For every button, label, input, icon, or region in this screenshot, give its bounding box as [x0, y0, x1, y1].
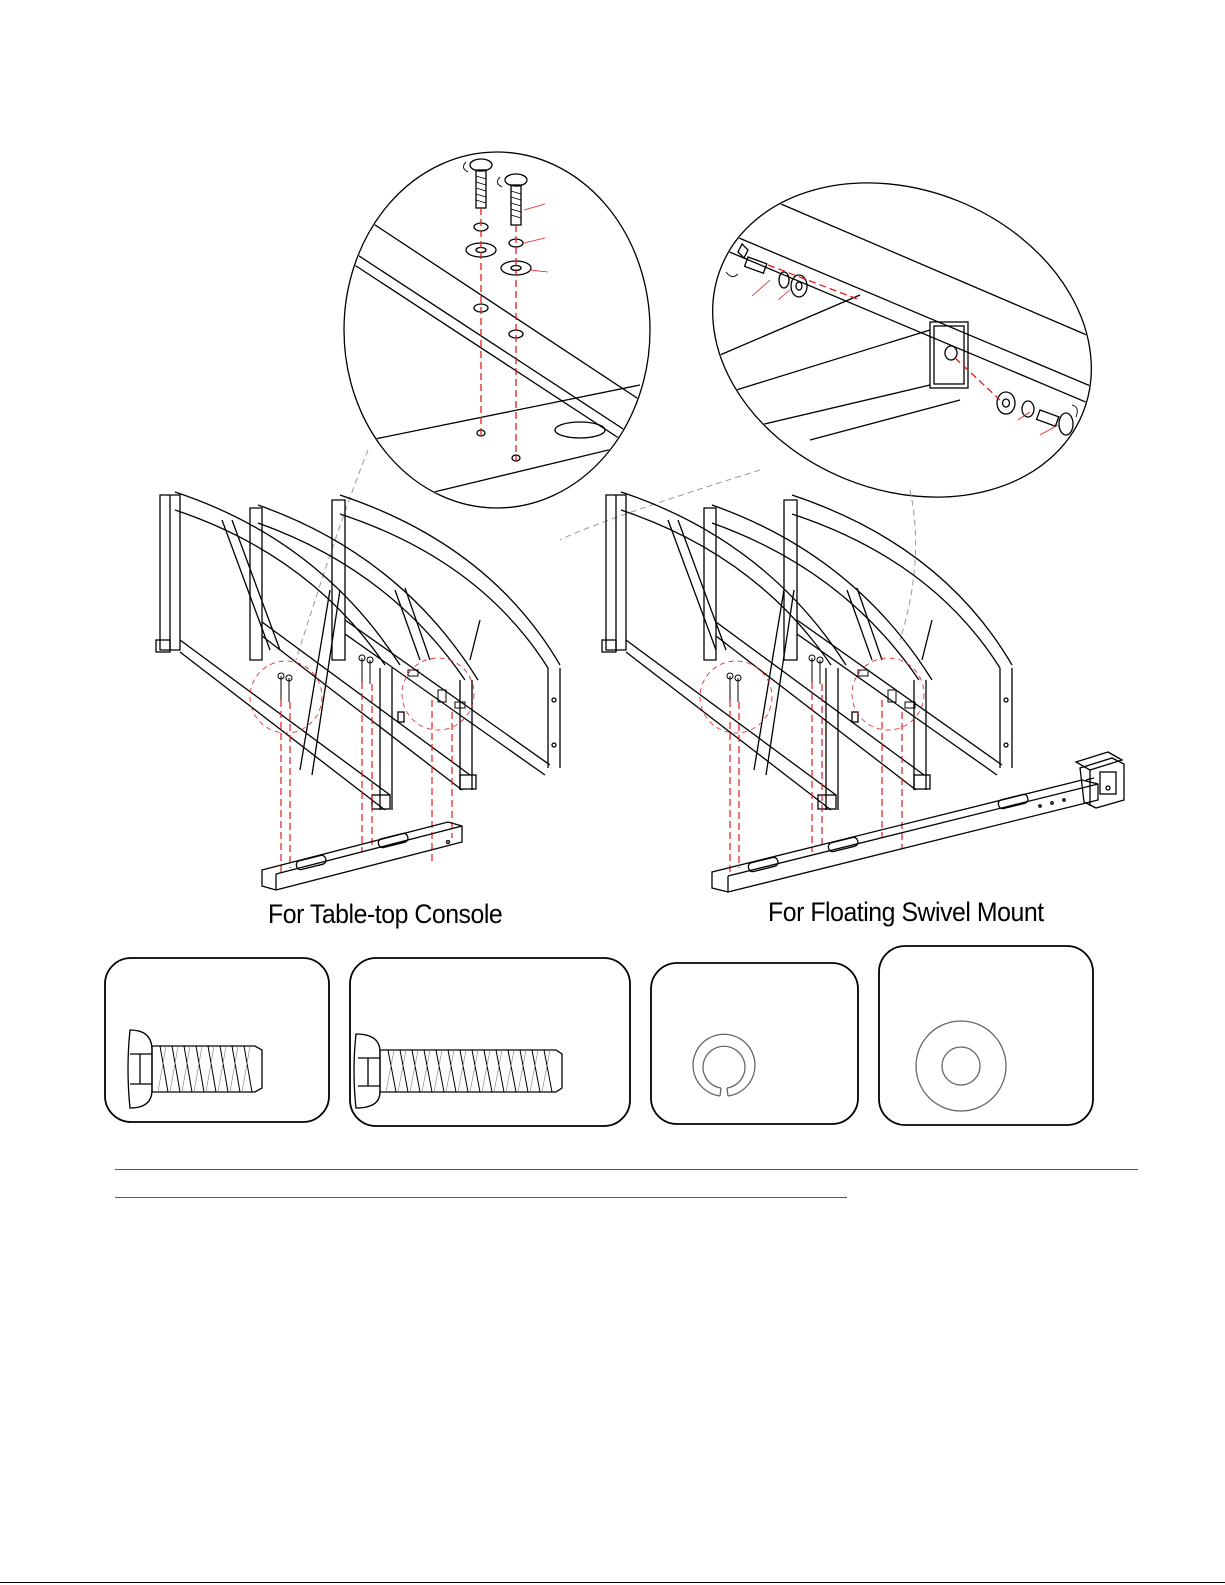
- split-lock-washer-icon: [693, 1034, 755, 1096]
- legend-box-lock-washer: [651, 963, 858, 1124]
- caption-table-top-console: For Table-top Console: [268, 899, 503, 929]
- page-bottom-border: [0, 1582, 1225, 1583]
- legend-box-short-bolt: [105, 958, 329, 1122]
- legend-box-long-bolt: [350, 958, 630, 1126]
- detail-right-circle: [560, 128, 1139, 640]
- red-divider-line-short: [115, 1197, 847, 1198]
- legend-box-flat-washer: [879, 946, 1093, 1125]
- short-bolt-icon: [128, 1030, 262, 1108]
- red-divider-line: [115, 1169, 1138, 1170]
- flat-washer-icon: [916, 1021, 1006, 1111]
- caption-floating-swivel-mount: For Floating Swivel Mount: [768, 897, 1044, 927]
- assembly-table-top: [156, 492, 560, 890]
- long-bolt-icon: [354, 1034, 562, 1108]
- assembly-floating-swivel: [602, 492, 1124, 892]
